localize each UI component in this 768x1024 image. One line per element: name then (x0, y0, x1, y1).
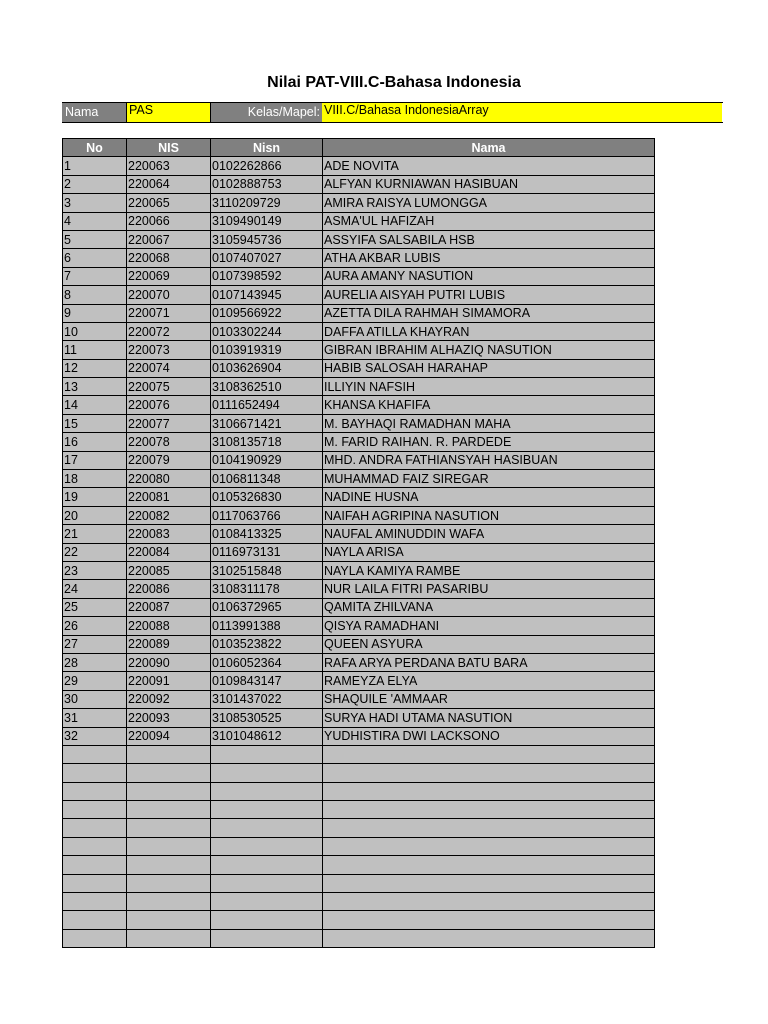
empty-cell (63, 801, 127, 819)
cell-nama: ILLIYIN NAFSIH (323, 378, 655, 396)
cell-nama: M. FARID RAIHAN. R. PARDEDE (323, 433, 655, 451)
cell-no: 22 (63, 543, 127, 561)
cell-no: 25 (63, 598, 127, 616)
cell-no: 29 (63, 672, 127, 690)
cell-nis: 220066 (127, 212, 211, 230)
cell-nis: 220085 (127, 561, 211, 579)
cell-nama: NADINE HUSNA (323, 488, 655, 506)
cell-nisn: 0103302244 (211, 322, 323, 340)
cell-nis: 220090 (127, 653, 211, 671)
cell-no: 15 (63, 414, 127, 432)
empty-cell (211, 874, 323, 892)
cell-nis: 220081 (127, 488, 211, 506)
empty-cell (127, 819, 211, 837)
empty-cell (211, 929, 323, 947)
cell-nis: 220075 (127, 378, 211, 396)
cell-nis: 220063 (127, 157, 211, 175)
empty-cell (63, 782, 127, 800)
cell-nama: YUDHISTIRA DWI LACKSONO (323, 727, 655, 745)
cell-nisn: 3109490149 (211, 212, 323, 230)
empty-cell (211, 801, 323, 819)
empty-cell (211, 837, 323, 855)
empty-row (63, 874, 655, 892)
cell-nis: 220080 (127, 470, 211, 488)
empty-cell (63, 856, 127, 874)
cell-nis: 220089 (127, 635, 211, 653)
empty-row (63, 782, 655, 800)
cell-no: 11 (63, 341, 127, 359)
cell-no: 16 (63, 433, 127, 451)
cell-nama: M. BAYHAQI RAMADHAN MAHA (323, 414, 655, 432)
cell-nisn: 0103919319 (211, 341, 323, 359)
cell-nama: MUHAMMAD FAIZ SIREGAR (323, 470, 655, 488)
cell-nisn: 0102262866 (211, 157, 323, 175)
empty-cell (323, 837, 655, 855)
empty-cell (127, 801, 211, 819)
empty-row (63, 911, 655, 929)
cell-nisn: 0107407027 (211, 249, 323, 267)
cell-nama: QISYA RAMADHANI (323, 617, 655, 635)
empty-cell (63, 764, 127, 782)
cell-nama: ASMA'UL HAFIZAH (323, 212, 655, 230)
table-body (63, 157, 655, 948)
table-row (63, 672, 655, 690)
empty-cell (211, 856, 323, 874)
empty-cell (211, 911, 323, 929)
cell-no: 20 (63, 506, 127, 524)
cell-no: 28 (63, 653, 127, 671)
table-row (63, 525, 655, 543)
cell-nis: 220071 (127, 304, 211, 322)
cell-no: 27 (63, 635, 127, 653)
cell-no: 31 (63, 709, 127, 727)
cell-nis: 220092 (127, 690, 211, 708)
table-row (63, 470, 655, 488)
cell-nis: 220086 (127, 580, 211, 598)
cell-nisn: 0106372965 (211, 598, 323, 616)
cell-no: 23 (63, 561, 127, 579)
table-row (63, 341, 655, 359)
empty-cell (323, 874, 655, 892)
cell-nama: KHANSA KHAFIFA (323, 396, 655, 414)
cell-nis: 220073 (127, 341, 211, 359)
empty-row (63, 764, 655, 782)
cell-nama: ASSYIFA SALSABILA HSB (323, 230, 655, 248)
cell-no: 10 (63, 322, 127, 340)
table-row (63, 451, 655, 469)
empty-cell (63, 911, 127, 929)
table-header-row (63, 139, 655, 157)
column-header-no: No (63, 139, 127, 157)
table-row (63, 304, 655, 322)
empty-cell (127, 874, 211, 892)
info-bar (62, 102, 723, 123)
empty-cell (323, 893, 655, 911)
cell-nama: ALFYAN KURNIAWAN HASIBUAN (323, 175, 655, 193)
cell-nis: 220093 (127, 709, 211, 727)
table-row (63, 194, 655, 212)
empty-row (63, 929, 655, 947)
cell-nisn: 3106671421 (211, 414, 323, 432)
empty-row (63, 819, 655, 837)
cell-no: 9 (63, 304, 127, 322)
empty-cell (127, 893, 211, 911)
cell-no: 26 (63, 617, 127, 635)
cell-nisn: 0106052364 (211, 653, 323, 671)
cell-nama: RAMEYZA ELYA (323, 672, 655, 690)
table-row (63, 157, 655, 175)
cell-nisn: 3108311178 (211, 580, 323, 598)
cell-nis: 220084 (127, 543, 211, 561)
cell-nama: ATHA AKBAR LUBIS (323, 249, 655, 267)
cell-nisn: 0116973131 (211, 543, 323, 561)
cell-nama: NAYLA KAMIYA RAMBE (323, 561, 655, 579)
cell-nisn: 0105326830 (211, 488, 323, 506)
cell-nis: 220091 (127, 672, 211, 690)
cell-nama: AURA AMANY NASUTION (323, 267, 655, 285)
cell-no: 19 (63, 488, 127, 506)
cell-no: 32 (63, 727, 127, 745)
cell-nis: 220078 (127, 433, 211, 451)
empty-row (63, 801, 655, 819)
nama-value: PAS (126, 103, 210, 122)
empty-cell (63, 837, 127, 855)
table-row (63, 286, 655, 304)
table-row (63, 378, 655, 396)
cell-nis: 220069 (127, 267, 211, 285)
column-header-nisn: Nisn (211, 139, 323, 157)
cell-no: 13 (63, 378, 127, 396)
empty-cell (63, 819, 127, 837)
cell-nis: 220087 (127, 598, 211, 616)
cell-no: 30 (63, 690, 127, 708)
empty-cell (323, 745, 655, 763)
cell-nis: 220082 (127, 506, 211, 524)
cell-nama: QAMITA ZHILVANA (323, 598, 655, 616)
table-row (63, 727, 655, 745)
cell-no: 24 (63, 580, 127, 598)
empty-cell (323, 782, 655, 800)
cell-no: 5 (63, 230, 127, 248)
cell-nisn: 3108362510 (211, 378, 323, 396)
table-row (63, 230, 655, 248)
cell-nis: 220074 (127, 359, 211, 377)
table-row (63, 709, 655, 727)
empty-cell (127, 764, 211, 782)
empty-cell (211, 764, 323, 782)
cell-nisn: 3110209729 (211, 194, 323, 212)
cell-nisn: 0109843147 (211, 672, 323, 690)
empty-cell (323, 819, 655, 837)
kelas-mapel-value: VIII.C/Bahasa IndonesiaArray (322, 103, 722, 122)
cell-nis: 220088 (127, 617, 211, 635)
cell-nisn: 3108530525 (211, 709, 323, 727)
empty-cell (63, 874, 127, 892)
cell-nisn: 0104190929 (211, 451, 323, 469)
cell-nis: 220065 (127, 194, 211, 212)
cell-nis: 220064 (127, 175, 211, 193)
empty-cell (127, 745, 211, 763)
cell-nis: 220094 (127, 727, 211, 745)
cell-nama: AZETTA DILA RAHMAH SIMAMORA (323, 304, 655, 322)
table-row (63, 580, 655, 598)
table-row (63, 690, 655, 708)
table-row (63, 653, 655, 671)
cell-nama: SURYA HADI UTAMA NASUTION (323, 709, 655, 727)
cell-no: 6 (63, 249, 127, 267)
cell-no: 17 (63, 451, 127, 469)
cell-no: 4 (63, 212, 127, 230)
empty-cell (127, 837, 211, 855)
cell-nama: MHD. ANDRA FATHIANSYAH HASIBUAN (323, 451, 655, 469)
table-row (63, 617, 655, 635)
cell-no: 8 (63, 286, 127, 304)
cell-nisn: 3102515848 (211, 561, 323, 579)
cell-nisn: 0103523822 (211, 635, 323, 653)
cell-nisn: 0107398592 (211, 267, 323, 285)
cell-nama: NUR LAILA FITRI PASARIBU (323, 580, 655, 598)
table-row (63, 212, 655, 230)
cell-no: 3 (63, 194, 127, 212)
cell-nisn: 3105945736 (211, 230, 323, 248)
table-row (63, 322, 655, 340)
cell-nama: RAFA ARYA PERDANA BATU BARA (323, 653, 655, 671)
cell-no: 21 (63, 525, 127, 543)
table-row (63, 396, 655, 414)
cell-no: 7 (63, 267, 127, 285)
cell-nisn: 0107143945 (211, 286, 323, 304)
cell-nisn: 0106811348 (211, 470, 323, 488)
cell-nisn: 3101437022 (211, 690, 323, 708)
cell-no: 18 (63, 470, 127, 488)
empty-row (63, 745, 655, 763)
cell-nis: 220076 (127, 396, 211, 414)
cell-nama: ADE NOVITA (323, 157, 655, 175)
cell-nis: 220077 (127, 414, 211, 432)
table-row (63, 359, 655, 377)
cell-nama: NAYLA ARISA (323, 543, 655, 561)
empty-cell (323, 801, 655, 819)
empty-cell (127, 911, 211, 929)
empty-cell (323, 856, 655, 874)
empty-cell (211, 819, 323, 837)
cell-nis: 220083 (127, 525, 211, 543)
student-table (62, 138, 655, 948)
empty-cell (323, 911, 655, 929)
cell-nama: NAIFAH AGRIPINA NASUTION (323, 506, 655, 524)
empty-row (63, 856, 655, 874)
cell-nisn: 0108413325 (211, 525, 323, 543)
table-row (63, 488, 655, 506)
cell-nama: SHAQUILE 'AMMAAR (323, 690, 655, 708)
column-header-nis: NIS (127, 139, 211, 157)
empty-cell (127, 929, 211, 947)
nama-label: Nama (62, 103, 126, 122)
cell-nama: DAFFA ATILLA KHAYRAN (323, 322, 655, 340)
cell-nisn: 0109566922 (211, 304, 323, 322)
cell-nisn: 0117063766 (211, 506, 323, 524)
table-row (63, 267, 655, 285)
cell-nis: 220072 (127, 322, 211, 340)
cell-nisn: 3108135718 (211, 433, 323, 451)
empty-cell (323, 929, 655, 947)
cell-nisn: 0102888753 (211, 175, 323, 193)
empty-cell (63, 929, 127, 947)
column-header-nama: Nama (323, 139, 655, 157)
empty-cell (211, 745, 323, 763)
cell-nisn: 0111652494 (211, 396, 323, 414)
cell-nama: GIBRAN IBRAHIM ALHAZIQ NASUTION (323, 341, 655, 359)
cell-nisn: 0113991388 (211, 617, 323, 635)
empty-row (63, 893, 655, 911)
cell-nis: 220068 (127, 249, 211, 267)
empty-cell (323, 764, 655, 782)
table-row (63, 433, 655, 451)
empty-cell (211, 782, 323, 800)
cell-nama: AMIRA RAISYA LUMONGGA (323, 194, 655, 212)
table-row (63, 561, 655, 579)
cell-no: 14 (63, 396, 127, 414)
page-title: Nilai PAT-VIII.C-Bahasa Indonesia (267, 74, 521, 91)
cell-nisn: 3101048612 (211, 727, 323, 745)
table-row (63, 249, 655, 267)
empty-cell (63, 893, 127, 911)
cell-nisn: 0103626904 (211, 359, 323, 377)
table-row (63, 635, 655, 653)
cell-nama: QUEEN ASYURA (323, 635, 655, 653)
cell-nis: 220079 (127, 451, 211, 469)
cell-nama: AURELIA AISYAH PUTRI LUBIS (323, 286, 655, 304)
empty-cell (127, 782, 211, 800)
table-row (63, 598, 655, 616)
empty-row (63, 837, 655, 855)
cell-no: 2 (63, 175, 127, 193)
cell-nis: 220067 (127, 230, 211, 248)
cell-nama: NAUFAL AMINUDDIN WAFA (323, 525, 655, 543)
table-row (63, 543, 655, 561)
table-row (63, 175, 655, 193)
empty-cell (127, 856, 211, 874)
cell-no: 1 (63, 157, 127, 175)
table-row (63, 506, 655, 524)
kelas-mapel-label: Kelas/Mapel: (210, 103, 322, 122)
cell-no: 12 (63, 359, 127, 377)
cell-nis: 220070 (127, 286, 211, 304)
empty-cell (63, 745, 127, 763)
cell-nama: HABIB SALOSAH HARAHAP (323, 359, 655, 377)
table-row (63, 414, 655, 432)
empty-cell (211, 893, 323, 911)
